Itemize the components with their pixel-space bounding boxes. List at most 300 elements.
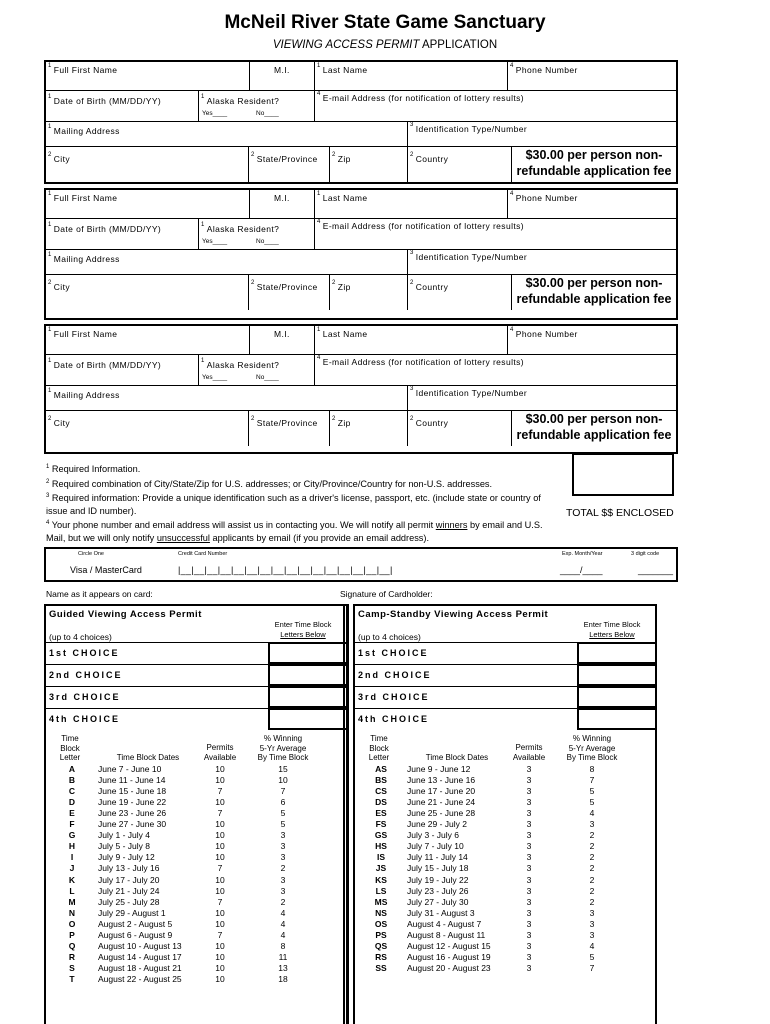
subtitle-italic: VIEWING ACCESS PERMIT: [272, 39, 420, 51]
guided-row-letter: T: [69, 973, 75, 984]
id-type-field[interactable]: $^3$ Identification Type/Number: [410, 250, 528, 262]
standby-row-dates: August 8 - August 11: [407, 929, 486, 940]
standby-row-permits: 3: [526, 918, 532, 929]
standby-enter-1: Enter Time Block: [583, 620, 641, 629]
state-field[interactable]: $^2$ State/Province: [249, 146, 330, 182]
standby-row-dates: July 7 - July 10: [407, 841, 464, 852]
resident-field[interactable]: $^1$ Alaska Resident? Yes____ No____: [199, 90, 315, 121]
guided-table-row: [46, 952, 346, 963]
resident-no[interactable]: No____: [256, 374, 279, 381]
standby-table-row: [355, 963, 655, 974]
guided-row-dates: August 18 - August 21: [98, 962, 182, 973]
guided-row-winning: 3: [280, 852, 286, 863]
guided-row-dates: July 5 - July 8: [98, 841, 150, 852]
standby-row-permits: 3: [526, 764, 532, 774]
guided-row-dates: June 15 - June 18: [98, 786, 167, 797]
guided-row-permits: 10: [215, 852, 225, 863]
zip-field[interactable]: $^2$ Zip: [330, 146, 408, 182]
standby-row-permits: 3: [526, 819, 532, 830]
guided-row-permits: 10: [215, 973, 225, 984]
standby-row-permits: 3: [526, 962, 532, 973]
guided-table-row: [46, 908, 346, 919]
standby-permit-panel: [353, 604, 657, 1024]
guided-table-row: [46, 974, 346, 985]
guided-row-winning: 2: [280, 863, 286, 874]
fee-line-1: $30.00 per person non-: [525, 276, 663, 290]
standby-row-letter: JS: [375, 863, 387, 874]
total-enclosed-label: TOTAL $$ ENCLOSED: [566, 507, 674, 519]
mailing-address-field[interactable]: $^1$ Mailing Address: [46, 249, 408, 274]
guided-choice-input[interactable]: [268, 664, 348, 686]
cc-number-label: Credit Card Number: [178, 551, 228, 557]
standby-row-permits: 3: [526, 863, 532, 874]
first-name-field[interactable]: $^1$ Full First Name: [46, 62, 250, 90]
applicant-1: [44, 60, 678, 184]
guided-row-permits: 10: [215, 775, 225, 786]
applicant-3: [44, 324, 678, 454]
last-name-field[interactable]: $^1$ Last Name: [315, 190, 508, 218]
guided-table-row: [46, 830, 346, 841]
standby-table-row: [355, 941, 655, 952]
cvv-input[interactable]: _______: [638, 565, 674, 575]
resident-no[interactable]: No____: [256, 238, 279, 245]
guided-table-row: [46, 775, 346, 786]
standby-row-permits: 3: [526, 885, 532, 896]
fee-line-2: refundable application fee: [516, 164, 672, 178]
panel-divider: [343, 604, 349, 1024]
guided-row-permits: 10: [215, 830, 225, 841]
circle-one-label: Circle One: [78, 551, 104, 557]
standby-enter-2: Letters Below: [589, 630, 635, 639]
guided-row-dates: July 9 - July 12: [98, 852, 155, 863]
guided-row-permits: 10: [215, 940, 225, 951]
guided-choice-row: [46, 642, 346, 665]
mailing-address-field[interactable]: $^1$ Mailing Address: [46, 121, 408, 146]
standby-row-permits: 3: [526, 797, 532, 808]
standby-row-winning: 2: [589, 830, 595, 841]
standby-row-dates: June 29 - July 2: [407, 819, 468, 830]
standby-row-dates: June 17 - June 20: [407, 786, 476, 797]
standby-table-row: [355, 863, 655, 874]
guided-row-dates: June 23 - June 26: [98, 808, 167, 819]
standby-row-letter: KS: [375, 874, 387, 885]
guided-row-dates: July 13 - July 16: [98, 863, 160, 874]
guided-row-winning: 4: [280, 918, 286, 929]
standby-table-row: [355, 775, 655, 786]
guided-choice-input[interactable]: [268, 686, 348, 708]
guided-row-permits: 10: [215, 764, 225, 774]
guided-hdr-letter: Time Block Letter: [59, 734, 81, 762]
standby-choice-label: 3rd CHOICE: [358, 692, 430, 702]
standby-choice-label: 4th CHOICE: [358, 714, 430, 724]
guided-table-row: [46, 841, 346, 852]
standby-row-letter: HS: [375, 841, 387, 852]
guided-choice-label: 1st CHOICE: [49, 648, 120, 658]
note-4: $^4$ Your phone number and email address will assist us in contacting you. We will notify all permit winners by email and U.S. Mail, but we will only notify unsuccessful applicants by email (if you provide an email address).: [46, 520, 543, 543]
standby-subtitle: (up to 4 choices): [358, 632, 421, 642]
guided-row-dates: August 6 - August 9: [98, 929, 173, 940]
name-on-card-field[interactable]: Name as it appears on card:: [46, 589, 153, 599]
guided-table-row: [46, 875, 346, 886]
guided-choice-label: 4th CHOICE: [49, 714, 121, 724]
signature-field[interactable]: Signature of Cardholder:: [340, 589, 433, 599]
first-name-field[interactable]: $^1$ Full First Name: [46, 326, 250, 354]
standby-row-dates: July 3 - July 6: [407, 830, 459, 841]
standby-row-dates: July 11 - July 14: [407, 852, 468, 863]
state-field[interactable]: $^2$ State/Province: [249, 274, 330, 310]
guided-table-row: [46, 797, 346, 808]
standby-row-dates: July 15 - July 18: [407, 863, 469, 874]
city-field[interactable]: $^2$ City: [46, 146, 249, 182]
guided-row-permits: 10: [215, 885, 225, 896]
standby-row-permits: 3: [526, 808, 532, 819]
note-2: $^2$ Required combination of City/State/Zip for U.S. addresses; or City/Province/Country for non-U.S. addresses.: [46, 478, 493, 489]
fee-notice: [512, 274, 676, 310]
guided-table-row: [46, 786, 346, 797]
cvv-label: 3 digit code: [631, 551, 660, 557]
standby-row-letter: GS: [374, 830, 388, 841]
guided-row-permits: 10: [215, 874, 225, 885]
standby-row-winning: 5: [589, 786, 595, 797]
standby-table-row: [355, 764, 655, 775]
phone-field[interactable]: $^4$ Phone Number: [510, 327, 578, 339]
standby-hdr-winning: % Winning 5-Yr Average By Time Block: [566, 734, 618, 762]
guided-table-row: [46, 919, 346, 930]
standby-row-winning: 5: [589, 951, 595, 962]
city-field[interactable]: $^2$ City: [46, 410, 249, 446]
zip-field[interactable]: $^2$ Zip: [330, 410, 408, 446]
guided-row-letter: J: [69, 863, 75, 874]
standby-row-letter: AS: [375, 764, 387, 774]
guided-table-row: [46, 930, 346, 941]
standby-row-dates: August 12 - August 15: [407, 940, 491, 951]
guided-row-dates: August 22 - August 25: [98, 973, 182, 984]
standby-row-winning: 2: [589, 852, 595, 863]
guided-row-letter: A: [68, 764, 76, 774]
resident-no[interactable]: No____: [256, 110, 279, 117]
guided-row-winning: 18: [278, 973, 288, 984]
email-field[interactable]: $^4$ E-mail Address (for notification of lottery results): [317, 219, 525, 231]
guided-row-letter: P: [69, 929, 75, 940]
standby-choice-label: 1st CHOICE: [358, 648, 429, 658]
standby-row-letter: QS: [374, 940, 388, 951]
guided-row-winning: 3: [280, 830, 286, 841]
standby-hdr-letter: Time Block Letter: [368, 734, 390, 762]
guided-row-permits: 10: [215, 951, 225, 962]
standby-row-dates: July 19 - July 22: [407, 874, 469, 885]
guided-row-winning: 15: [278, 764, 288, 774]
standby-title: Camp-Standby Viewing Access Permit: [358, 609, 549, 620]
standby-row-dates: July 31 - August 3: [407, 907, 475, 918]
country-field[interactable]: $^2$ Country: [408, 146, 512, 182]
fee-line-1: $30.00 per person non-: [525, 148, 663, 162]
standby-row-permits: 3: [526, 929, 532, 940]
resident-yes[interactable]: Yes____: [202, 374, 228, 381]
applicant-2: [44, 188, 678, 320]
standby-choice-input[interactable]: [577, 664, 657, 686]
first-name-field[interactable]: $^1$ Full First Name: [46, 190, 250, 218]
standby-table-row: [355, 952, 655, 963]
standby-table-row: [355, 786, 655, 797]
standby-choice-label: 2nd CHOICE: [358, 670, 432, 680]
standby-row-permits: 3: [526, 874, 532, 885]
guided-choice-row: [46, 708, 346, 731]
guided-row-permits: 10: [215, 797, 225, 808]
guided-choice-input[interactable]: [268, 642, 348, 664]
guided-row-winning: 6: [280, 797, 286, 808]
standby-row-permits: 3: [526, 951, 532, 962]
country-field[interactable]: $^2$ Country: [408, 274, 512, 310]
standby-row-letter: MS: [374, 896, 388, 907]
guided-enter-1: Enter Time Block: [274, 620, 332, 629]
guided-row-dates: July 21 - July 24: [98, 885, 160, 896]
guided-row-permits: 7: [217, 863, 223, 874]
standby-row-winning: 4: [589, 808, 595, 819]
guided-choice-label: 3rd CHOICE: [49, 692, 121, 702]
guided-row-letter: S: [69, 962, 75, 973]
guided-hdr-dates: Time Block Dates: [116, 753, 180, 762]
guided-row-dates: August 14 - August 17: [98, 951, 182, 962]
standby-table-row: [355, 930, 655, 941]
guided-row-letter: O: [68, 918, 76, 929]
standby-table-row: [355, 808, 655, 819]
guided-row-winning: 3: [280, 841, 286, 852]
phone-field[interactable]: $^4$ Phone Number: [510, 63, 578, 75]
guided-row-winning: 10: [278, 775, 288, 786]
mi-field[interactable]: M.I.: [250, 190, 315, 218]
guided-row-dates: July 1 - July 4: [98, 830, 150, 841]
page-subtitle: [0, 39, 770, 51]
standby-row-dates: July 27 - July 30: [407, 896, 469, 907]
standby-row-dates: August 16 - August 19: [407, 951, 491, 962]
resident-field[interactable]: $^1$ Alaska Resident? Yes____ No____: [199, 354, 315, 385]
standby-row-letter: BS: [375, 775, 387, 786]
standby-row-dates: June 21 - June 24: [407, 797, 476, 808]
standby-choice-row: [355, 664, 655, 687]
standby-row-letter: FS: [375, 819, 387, 830]
guided-row-permits: 10: [215, 841, 225, 852]
guided-subtitle: (up to 4 choices): [49, 632, 112, 642]
cc-number-input[interactable]: |__|__|__|__|__|__|__|__|__|__|__|__|__|__|__|__|: [178, 565, 393, 575]
guided-row-dates: July 25 - July 28: [98, 896, 160, 907]
standby-row-winning: 3: [589, 907, 595, 918]
mi-field[interactable]: M.I.: [250, 62, 315, 90]
standby-row-permits: 3: [526, 786, 532, 797]
guided-enter-label: [258, 620, 348, 640]
standby-table-row: [355, 908, 655, 919]
guided-hdr-winning: % Winning 5-Yr Average By Time Block: [257, 734, 309, 762]
guided-row-permits: 10: [215, 918, 225, 929]
standby-row-winning: 3: [589, 819, 595, 830]
guided-row-winning: 8: [280, 940, 286, 951]
guided-permit-panel: [44, 604, 348, 1024]
standby-row-dates: August 20 - August 23: [407, 962, 491, 973]
standby-row-permits: 3: [526, 841, 532, 852]
standby-table-row: [355, 852, 655, 863]
note-3: $^3$ Required information: Provide a unique identification such as a driver's license, passport, etc. (include state or country of issue and ID number).: [46, 493, 541, 516]
standby-row-permits: 3: [526, 907, 532, 918]
id-type-field[interactable]: $^3$ Identification Type/Number: [410, 386, 528, 398]
guided-row-letter: B: [68, 775, 76, 786]
fee-line-2: refundable application fee: [516, 428, 672, 442]
exp-input[interactable]: ____/____: [560, 565, 603, 575]
standby-row-winning: 8: [589, 764, 595, 774]
guided-choice-input[interactable]: [268, 708, 348, 730]
standby-row-letter: CS: [375, 786, 387, 797]
guided-row-letter: H: [68, 841, 76, 852]
guided-table-row: [46, 764, 346, 775]
guided-row-dates: June 19 - June 22: [98, 797, 167, 808]
standby-row-letter: IS: [376, 852, 386, 863]
guided-row-winning: 13: [278, 962, 288, 973]
guided-row-permits: 10: [215, 907, 225, 918]
guided-row-winning: 3: [280, 874, 286, 885]
total-enclosed-box[interactable]: [572, 453, 674, 496]
email-field[interactable]: $^4$ E-mail Address (for notification of lottery results): [317, 355, 525, 367]
guided-table-row: [46, 963, 346, 974]
standby-row-winning: 4: [589, 940, 595, 951]
fee-line-2: refundable application fee: [516, 292, 672, 306]
guided-table-row: [46, 852, 346, 863]
guided-table-row: [46, 819, 346, 830]
exp-label: Exp. Month/Year: [562, 551, 603, 557]
resident-yes[interactable]: Yes____: [202, 238, 228, 245]
city-field[interactable]: $^2$ City: [46, 274, 249, 310]
standby-choice-row: [355, 708, 655, 731]
guided-row-winning: 7: [280, 786, 286, 797]
standby-hdr-dates: Time Block Dates: [425, 753, 489, 762]
guided-row-dates: June 7 - June 10: [98, 764, 162, 774]
guided-table-row: [46, 897, 346, 908]
country-field[interactable]: $^2$ Country: [408, 410, 512, 446]
email-field[interactable]: $^4$ E-mail Address (for notification of lottery results): [317, 91, 525, 103]
standby-table-row: [355, 875, 655, 886]
resident-field[interactable]: $^1$ Alaska Resident? Yes____ No____: [199, 218, 315, 249]
guided-row-letter: D: [68, 797, 76, 808]
guided-row-winning: 11: [278, 951, 288, 962]
standby-row-letter: NS: [375, 907, 387, 918]
guided-row-winning: 5: [280, 808, 286, 819]
standby-row-letter: SS: [375, 962, 387, 973]
standby-row-letter: ES: [375, 808, 387, 819]
guided-row-permits: 10: [215, 819, 225, 830]
guided-row-permits: 7: [217, 896, 223, 907]
standby-row-dates: June 9 - June 12: [407, 764, 471, 774]
guided-hdr-permits: Permits Available: [203, 743, 237, 762]
guided-row-letter: L: [69, 885, 75, 896]
standby-table-row: [355, 897, 655, 908]
fee-line-1: $30.00 per person non-: [525, 412, 663, 426]
standby-row-letter: PS: [375, 929, 387, 940]
guided-row-permits: 7: [217, 929, 223, 940]
standby-row-winning: 2: [589, 863, 595, 874]
standby-row-winning: 2: [589, 885, 595, 896]
guided-row-permits: 7: [217, 786, 223, 797]
standby-row-permits: 3: [526, 940, 532, 951]
last-name-field[interactable]: $^1$ Last Name: [315, 326, 508, 354]
standby-row-winning: 7: [589, 962, 595, 973]
standby-row-dates: June 13 - June 16: [407, 775, 476, 786]
fee-notice: [512, 410, 676, 446]
phone-field[interactable]: $^4$ Phone Number: [510, 191, 578, 203]
guided-row-dates: July 29 - August 1: [98, 907, 166, 918]
resident-yes[interactable]: Yes____: [202, 110, 228, 117]
standby-row-letter: DS: [375, 797, 387, 808]
guided-row-dates: August 2 - August 5: [98, 918, 173, 929]
guided-row-dates: June 27 - June 30: [98, 819, 167, 830]
guided-row-letter: F: [69, 819, 75, 830]
guided-row-letter: Q: [68, 940, 76, 951]
standby-row-dates: June 25 - June 28: [407, 808, 476, 819]
guided-row-winning: 4: [280, 907, 286, 918]
guided-enter-2: Letters Below: [280, 630, 326, 639]
guided-row-letter: M: [68, 896, 76, 907]
credit-card-box: [44, 547, 678, 582]
mailing-address-field[interactable]: $^1$ Mailing Address: [46, 385, 408, 410]
standby-row-permits: 3: [526, 896, 532, 907]
id-type-field[interactable]: $^3$ Identification Type/Number: [410, 122, 528, 134]
guided-table-row: [46, 941, 346, 952]
standby-table-row: [355, 886, 655, 897]
guided-row-letter: K: [68, 874, 76, 885]
guided-row-winning: 3: [280, 885, 286, 896]
standby-row-winning: 2: [589, 874, 595, 885]
standby-table-row: [355, 919, 655, 930]
mi-field[interactable]: M.I.: [250, 326, 315, 354]
standby-row-winning: 2: [589, 841, 595, 852]
standby-row-winning: 2: [589, 896, 595, 907]
standby-row-letter: OS: [374, 918, 388, 929]
form-notes: [46, 461, 556, 544]
dob-field[interactable]: $^1$ Date of Birth (MM/DD/YY): [46, 354, 199, 385]
standby-row-letter: LS: [375, 885, 387, 896]
standby-choice-input[interactable]: [577, 642, 657, 664]
guided-row-dates: August 10 - August 13: [98, 940, 182, 951]
standby-table-row: [355, 797, 655, 808]
state-field[interactable]: $^2$ State/Province: [249, 410, 330, 446]
guided-row-letter: I: [70, 852, 74, 863]
standby-enter-label: [567, 620, 657, 640]
standby-row-dates: August 4 - August 7: [407, 918, 482, 929]
guided-row-permits: 10: [215, 962, 225, 973]
guided-row-winning: 4: [280, 929, 286, 940]
guided-row-letter: R: [68, 951, 76, 962]
guided-table-row: [46, 863, 346, 874]
guided-row-winning: 2: [280, 896, 286, 907]
note-1: $^1$ Required Information.: [46, 464, 141, 475]
standby-row-permits: 3: [526, 775, 532, 786]
last-name-field[interactable]: $^1$ Last Name: [315, 62, 508, 90]
standby-row-winning: 3: [589, 929, 595, 940]
guided-row-letter: G: [68, 830, 76, 841]
zip-field[interactable]: $^2$ Zip: [330, 274, 408, 310]
dob-field[interactable]: $^1$ Date of Birth (MM/DD/YY): [46, 90, 199, 121]
guided-choice-row: [46, 664, 346, 687]
standby-choice-row: [355, 686, 655, 709]
standby-choice-input[interactable]: [577, 708, 657, 730]
guided-choice-row: [46, 686, 346, 709]
guided-table-row: [46, 808, 346, 819]
dob-field[interactable]: $^1$ Date of Birth (MM/DD/YY): [46, 218, 199, 249]
guided-row-winning: 5: [280, 819, 286, 830]
standby-row-winning: 5: [589, 797, 595, 808]
standby-choice-input[interactable]: [577, 686, 657, 708]
standby-row-winning: 3: [589, 918, 595, 929]
standby-row-winning: 7: [589, 775, 595, 786]
standby-row-dates: July 23 - July 26: [407, 885, 469, 896]
card-type-select[interactable]: Visa / MasterCard: [70, 565, 142, 575]
subtitle-rest: APPLICATION: [421, 39, 498, 51]
